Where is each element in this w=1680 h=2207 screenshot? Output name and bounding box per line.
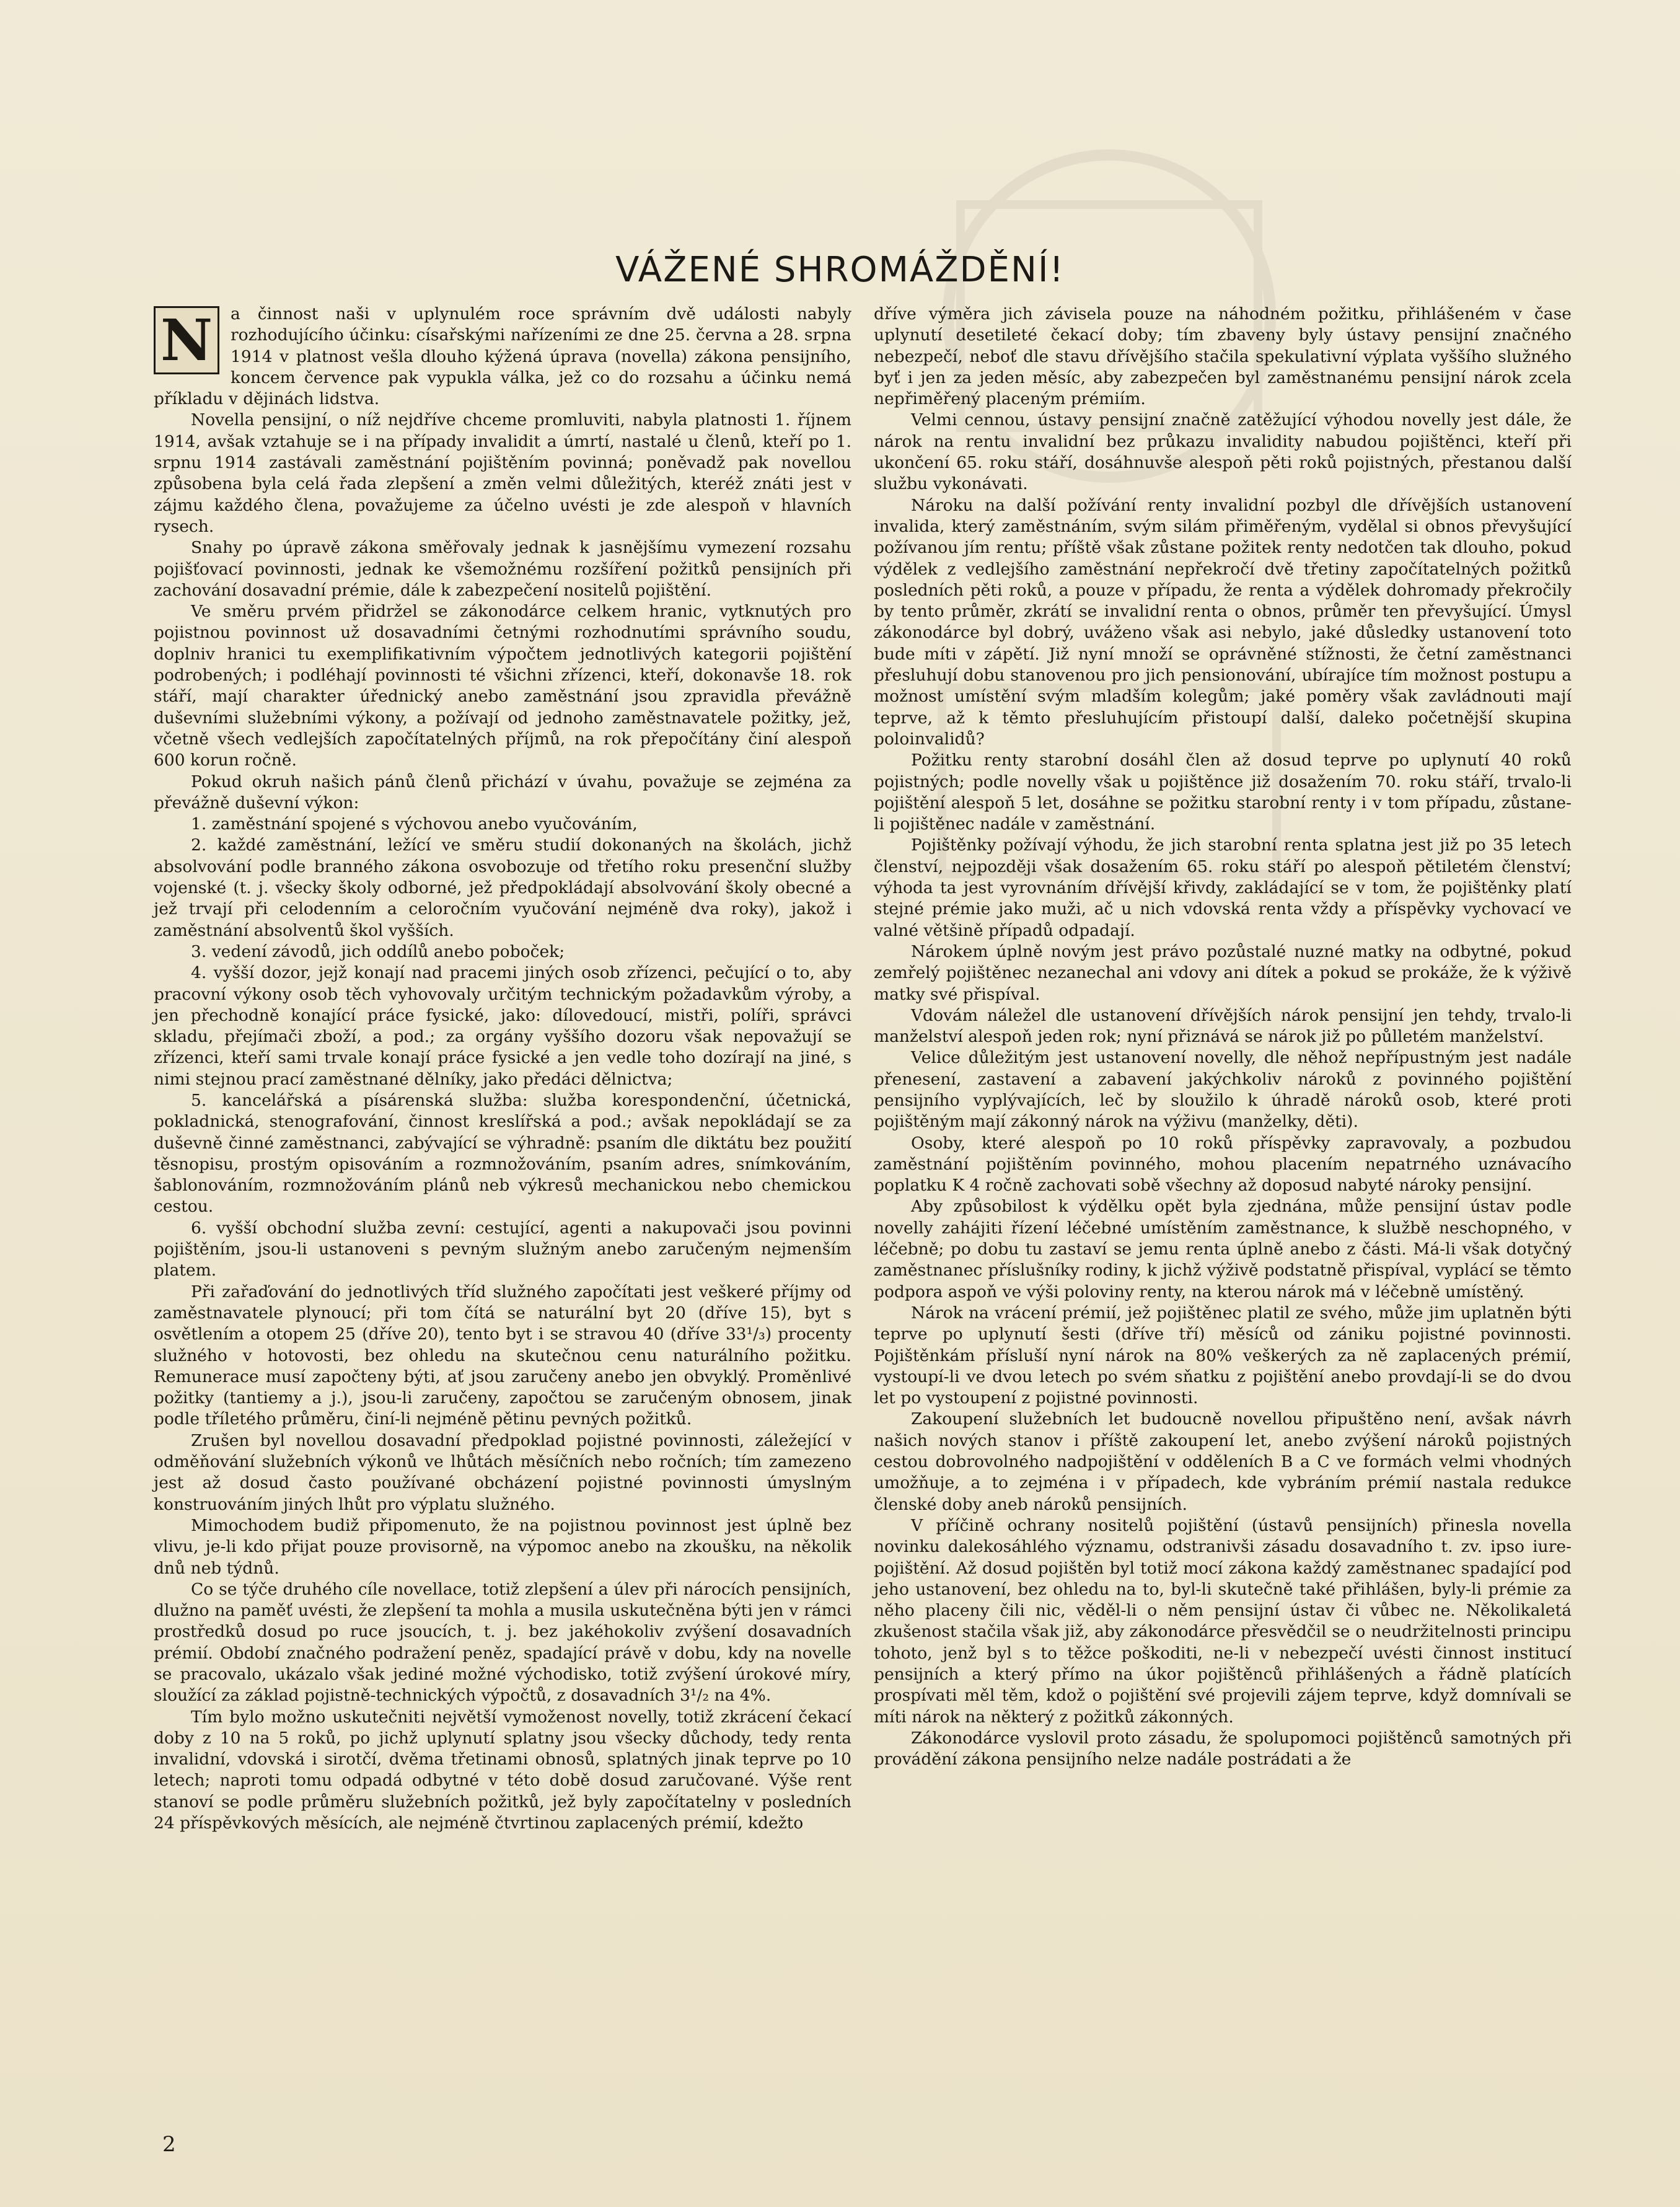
- paragraph: Pokud okruh našich pánů členů přichází v úvahu, považuje se zejména za převážně duševní výkon:: [154, 772, 851, 813]
- paragraph: Velmi cennou, ústavy pensijní značně zatěžující výhodou novelly jest dále, že nárok na rentu invalidní bez průkazu invalidity nabudou pojištěnci, kteří při ukončení 65. roku stáří, dosáhnuvše alespoň pěti roků pojistných, přestanou další službu vykonávati.: [874, 410, 1572, 494]
- paragraph: Zakoupení služebních let budoucně novellou připuštěno není, avšak návrh našich nových stanov i příště zakoupení let, anebo zvýšení nároků pojistných cestou dobrovolného nadpojištění v odděleních B a C ve formách velmi vhodných umožňuje, a to zejména i v případech, kde vybráním prémií nastala redukce členské doby aneb nároků pensijních.: [874, 1409, 1572, 1514]
- page-title: VÁŽENÉ SHROMÁŽDĚNÍ!: [615, 249, 1065, 290]
- right-column: [874, 304, 1572, 1770]
- paragraph: Aby způsobilost k výdělku opět byla zjednána, může pensijní ústav podle novelly zahájiti řízení léčebné umístěním zaměstnance, k službě neschopného, v léčebně; po dobu tu zastaví se jemu renta úplně anebo z části. Má-li však dotyčný zaměstnanec příslušníky rodiny, k jichž výživě podstatně přispíval, vyplácí se těmto podpora aspoň ve výši poloviny renty, na kterou nárok má v léčebně umístěný.: [874, 1197, 1572, 1302]
- list-item: 1. zaměstnání spojené s výchovou anebo vyučováním,: [191, 814, 638, 834]
- left-column: [154, 304, 851, 1834]
- paragraph: Vdovám náležel dle ustanovení dřívějších nárok pensijní jen tehdy, trvalo-li manželství alespoň jeden rok; nyní přiznává se nárok již po půlletém manželství.: [874, 1005, 1572, 1047]
- list-item: 3. vedení závodů, jich oddílů anebo poboček;: [191, 941, 565, 961]
- paragraph-text: a činnost naši v uplynulém roce správním dvě události nabyly rozhodujícího účinku: císařskými nařízeními ze dne 25. června a 28. srpna 1914 v platnost vešla dlouho kýžená úprava (novella) zákona pensijního, koncem července pak vypukla válka, jež co do rozsahu a účinku nemá příkladu v dějinách lidstva.: [154, 304, 851, 409]
- list-item: 2. každé zaměstnání, ležící ve směru studií dokonaných na školách, jichž absolvování podle branného zákona osvobozuje od třetího roku presenční služby vojenské (t. j. všecky školy odborné, jež předpokládají absolvování školy obecné a jež trvají při celodenním a celoročním vyučování nejméně dva roky), jakož i zaměstnání absolventů škol vyšších.: [154, 835, 851, 940]
- opening-paragraph: [154, 304, 851, 410]
- decorated-initial: N: [154, 306, 219, 374]
- paragraph: Nárok na vrácení prémií, jež pojištěnec platil ze svého, může jim uplatněn býti teprve po uplynutí šesti (dříve tří) měsíců od zániku pojistné povinnosti. Pojištěnkám přísluší nyní nárok na 80% veškerých za ně zaplacených prémií, vystoupí-li ve dvou letech po svém sňatku z pojištění anebo provdají-li se do dvou let po vystoupení z pojistné povinnosti.: [874, 1303, 1572, 1408]
- paragraph: Nároku na další požívání renty invalidní pozbyl dle dřívějších ustanovení invalida, který zaměstnáním, svým silám přiměřeným, vydělal si obnos převyšující požívanou jím rentu; příště však zůstane požitek renty nedotčen tak dlouho, pokud výdělek z vedlejšího zaměstnání nepřekročí dvě třetiny započítatelných požitků posledních pěti roků, a pouze v případu, že renta a výdělek dohromady překročily by tento průměr, zkrátí se invalidní renta o obnos, průměr ten převyšující. Úmysl zákonodárce byl dobrý, uváženo však asi nebylo, jaké důsledky ustanovení toto bude míti v zápětí. Již nyní množí se oprávněné stížnosti, že četní zaměstnanci přesluhují dobu stanovenou pro jich pensionování, ubírajíce tím možnost postupu a možnost umístění svým mladším kolegům; jaké poměry však zavládnouti mají teprve, až k těmto přesluhujícím přistoupí další, daleko početnější skupina poloinvalidů?: [874, 495, 1572, 749]
- paragraph: Ve směru prvém přidržel se zákonodárce celkem hranic, vytknutých pro pojistnou povinnost už dosavadními četnými rozhodnutími správního soudu, doplniv hranici tu exemplifikativním výpočtem jednotlivých kategorii pojištění podrobených; i podléhají povinnosti té všichni zřízenci, kteří, dokonavše 18. rok stáří, mají charakter úřednický anebo zaměstnání jsou zpravidla převážně duševními služebními výkony, a požívají od jednoho zaměstnavatele požitky, jež, včetně všech vedlejších započítatelných příjmů, na rok přepočítány činí alespoň 600 korun ročně.: [154, 602, 851, 770]
- paragraph: Pojištěnky požívají výhodu, že jich starobní renta splatna jest již po 35 letech členství, nejpozději však dosažením 65. roku stáří po alespoň pětiletém členství; výhoda ta jest vyrovnáním dřívější křivdy, zakládající se v tom, že pojištěnky platí stejné prémie jako muži, ač u nich vdovská renta vždy a příspěvky vychovací ve valné většině případů odpadají.: [874, 835, 1572, 940]
- list-item: 6. vyšší obchodní služba zevní: cestující, agenti a nakupovači jsou povinni pojištěním, jsou-li ustanoveni s pevným služným anebo zaručeným nejmenším platem.: [154, 1218, 851, 1280]
- paragraph: Novella pensijní, o níž nejdříve chceme promluviti, nabyla platnosti 1. říjnem 1914, avšak vztahuje se i na případy invalidit a úmrtí, nastalé u členů, kteří po 1. srpnu 1914 zastávali zaměstnání pojištěním povinná; poněvadž pak novellou způsobena byla celá řada zlepšení a změn velmi důležitých, kteréž znáti jest v zájmu každého člena, považujeme za účelno uvésti je zde alespoň v hlavních rysech.: [154, 410, 851, 536]
- paragraph: Požitku renty starobní dosáhl člen až dosud teprve po uplynutí 40 roků pojistných; podle novelly však u pojištěnce již dosažením 70. roku stáří, trvalo-li pojištění alespoň 5 let, dosáhne se požitku starobní renty i v tom případu, zůstane-li pojištěnec nadále v zaměstnání.: [874, 751, 1572, 834]
- paragraph: Mimochodem budiž připomenuto, že na pojistnou povinnost jest úplně bez vlivu, je-li kdo přijat pouze provisorně, na výpomoc anebo na zkoušku, na několik dnů neb týdnů.: [154, 1515, 851, 1578]
- paragraph: V příčině ochrany nositelů pojištění (ústavů pensijních) přinesla novella novinku dalekosáhlého významu, odstranivši zásadu dosavadního t. zv. ipso iure-pojištění. Až dosud pojištěn byl totiž mocí zákona každý zaměstnanec spadající pod jeho ustanovení, bez ohledu na to, byl-li skutečně také přihlášen, byly-li prémie za něho placeny čili nic, věděl-li o něm pensijní ústav či vůbec ne. Několikaletá zkušenost stačila však již, aby zákonodárce přesvědčil se o neudržitelnosti principu tohoto, jenž byl s to těžce poškoditi, ne-li v nebezpečí uvésti činnost institucí pensijních a který přímo na úkor pojištěnců přihlášených a řádně platících prospívati měl těm, kdož o pojištění své projevili zájem teprve, když domnívali se míti nárok na některý z požitků zákonných.: [874, 1515, 1572, 1727]
- paragraph: Osoby, které alespoň po 10 roků příspěvky zapravovaly, a pozbudou zaměstnání pojištěním povinného, mohou placením nepatrného uznávacího poplatku K 4 ročně zachovati sobě všechny až doposud nabyté nároky pensijní.: [874, 1133, 1572, 1196]
- page-number: 2: [162, 2132, 176, 2157]
- paragraph: Snahy po úpravě zákona směřovaly jednak k jasnějšímu vymezení rozsahu pojišťovací povinnosti, jednak ke všemožnému rozšíření požitků pensijních při zachování dosavadní prémie, dále k zabezpečení nositelů pojištění.: [154, 538, 851, 600]
- list-item: 5. kancelářská a písárenská služba: služba korespondenční, účetnická, pokladnická, stenografování, činnost kreslířská a pod.; avšak nepokládají se za duševně činné zaměstnanci, zabývající se výhradně: psaním dle diktátu bez použití těsnopisu, prostým opisováním a rozmnožováním, psaním adres, snímkováním, šablonováním, rozmnožováním plánů neb výkresů mechanickou nebo chemickou cestou.: [154, 1090, 851, 1217]
- paragraph: Tím bylo možno uskutečniti největší vymoženost novelly, totiž zkrácení čekací doby z 10 na 5 roků, po jichž uplynutí splatny jsou všecky důchody, tedy renta invalidní, vdovská i sirotčí, dvěma třetinami obnosů, splatných jinak teprve po 10 letech; naproti tomu odpadá odbytné v této době dosud zaručované. Výše rent stanoví se podle průměru služebních požitků, jež byly započítatelny v posledních 24 příspěvkových měsících, ale nejméně čtvrtinou zaplacených prémií, kdežto: [154, 1707, 851, 1833]
- paragraph: Při zařaďování do jednotlivých tříd služného započítati jest veškeré příjmy od zaměstnavatele plynoucí; při tom čítá se naturální byt 20 (dříve 15), byt s osvětlením a otopem 25 (dříve 20), tento byt i se stravou 40 (dříve 33¹/₃) procenty služného v hotovosti, bez ohledu na skutečnou cenu naturálního požitku. Remunerace musí započteny býti, ať jsou zaručeny anebo jen obvyklý. Proměnlivé požitky (tantiemy a j.), jsou-li zaručeny, započtou se zaručeným obnosem, jinak podle tříletého průměru, činí-li nejméně pětinu pevných požitků.: [154, 1282, 851, 1429]
- paragraph: Zrušen byl novellou dosavadní předpoklad pojistné povinnosti, záležející v odměňování služebních výkonů ve lhůtách měsíčních nebo ročních; tím zamezeno jest až dosud často používané obcházení pojistné povinnosti úmyslným konstruováním jiných lhůt pro výplatu služného.: [154, 1430, 851, 1514]
- paragraph: Co se týče druhého cíle novellace, totiž zlepšení a úlev při nárocích pensijních, dlužno na paměť uvésti, že zlepšení ta mohla a musila uskutečněna býti jen v rámci prostředků dosud po ruce jsoucích, t. j. bez jakéhokoliv zvýšení dosavadních prémií. Období značného podražení peněz, spadající právě v dobu, kdy na novelle se pracovalo, ukázalo však jediné možné východisko, totiž zvýšení úrokové míry, sloužící za základ pojistně-technických výpočtů, z dosavadních 3¹/₂ na 4%.: [154, 1579, 851, 1706]
- paragraph: Zákonodárce vyslovil proto zásadu, že spolupomoci pojištěnců samotných při provádění zákona pensijního nelze nadále postrádati a že: [874, 1728, 1572, 1769]
- list-item: 4. vyšší dozor, jejž konají nad pracemi jiných osob zřízenci, pečující o to, aby pracovní výkony osob těch vyhovovaly určitým technickým požadavkům výroby, a jen přechodně konající práce fysické, jako: dílovedoucí, mistři, políři, správci skladu, přejímači zboží, a pod.; za orgány vyššího dozoru však nepovažují se zřízenci, kteří sami trvale konají práce fysické a jen vedle toho dozírají na jiné, s nimi stejnou prací zaměstnané dělníky, jako předáci dělnictva;: [154, 963, 851, 1089]
- paragraph: Nárokem úplně novým jest právo pozůstalé nuzné matky na odbytné, pokud zemřelý pojištěnec nezanechal ani vdovy ani dítek a pokud se prokáže, že k výživě matky své přispíval.: [874, 941, 1572, 1004]
- paragraph: Velice důležitým jest ustanovení novelly, dle něhož nepřípustným jest nadále přenesení, zastavení a zabavení jakýchkoliv nároků z povinného pojištění pensijního vyplývajících, leč by sloužilo k úhradě nároků osob, které proti pojištěným mají zákonný nárok na výživu (manželky, děti).: [874, 1048, 1572, 1132]
- paragraph: dříve výměra jich závisela pouze na náhodném požitku, přihlášeném v čase uplynutí desetileté čekací doby; tím zbaveny byly ústavy pensijní značného nebezpečí, neboť dle stavu dřívějšího stačila spekulativní výplata vyššího služného byť i jen za jeden měsíc, aby zabezpečen byl zaměstnanému pensijní nárok zcela nepřiměřený placeným prémiím.: [874, 304, 1572, 409]
